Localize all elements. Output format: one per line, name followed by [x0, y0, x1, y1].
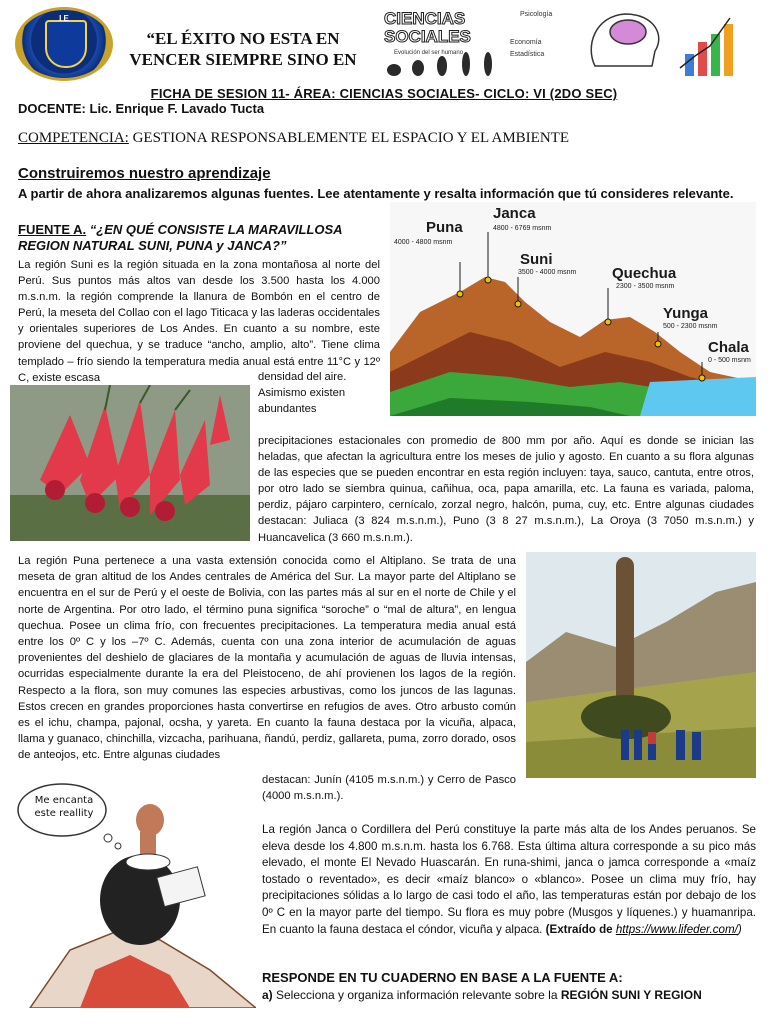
janca-paragraph: [262, 822, 756, 938]
session-title: FICHA DE SESION 11- ÁREA: CIENCIAS SOCIALES- CICLO: VI (2DO SEC): [150, 86, 618, 101]
puya-raimondii-photo: [526, 552, 756, 778]
teacher-name: DOCENTE: Lic. Enrique F. Lavado Tucta: [18, 101, 265, 116]
school-crest: [15, 7, 113, 81]
source-close: ): [737, 922, 742, 936]
speech-bubble: Me encanta este reallity: [34, 795, 94, 819]
janca-text: La región Janca o Cordillera del Perú constituye la parte más alta de los Andes peruanos. Se eleva desde los 4.800 m.s.n.m. hasta los 6.768. Esta última altura corresponde a su pico más elevado, el monte El Nevado Huascarán. En runa-shimi, janca o jamca corresponde a «maíz tostado o reventado», es decir «maíz blanco» o «blanco». Posee un clima muy frío, hay precipitaciones sólidas a lo largo de casi todo el año, las temperaturas están por debajo de los 0º C en la mayor parte del tiempo. Su flora es muy pobre (Musgos y líquenes.) y huamanripa. En cuanto la fauna destaca el cóndor, vicuña y alpaca.: [262, 823, 756, 936]
ciencias-sociales-logo: [380, 6, 756, 82]
suni-paragraph: La región Suni es la región situada en la zona montañosa al norte del Perú. Sus puntos más altos van desde los 3.500 hasta los 4.000 m.s.n.m. la región comprende la llanura de Bombón en el centro de Perú, la meseta del Collao con el lago Titicaca y las laderas occidentales y orientales superiores de Los Andes. En cuanto a su nombre, este proviene del quechua, y se traduce “ancho, amplio, alto”. Tiene clima templado – frío siendo la temperatura media anual está entre 11°C y 12º C, existe escasa: [18, 259, 380, 384]
svg-text:3500 - 4000 msnm: 3500 - 4000 msnm: [518, 269, 577, 276]
motto: “EL ÉXITO NO ESTA EN VENCER SIEMPRE SINO EN: [129, 29, 357, 69]
puna-paragraph-end: destacan: Junín (4105 m.s.n.m.) y Cerro de Pasco (4000 m.s.n.m.).: [262, 774, 516, 803]
section-heading: Construiremos nuestro aprendizaje: [18, 165, 271, 182]
natural-regions-diagram: [390, 202, 756, 416]
source-link[interactable]: https://www.lifeder.com/: [615, 922, 738, 936]
question-a-bold: REGIÓN SUNI Y REGION: [560, 988, 702, 1002]
svg-text:2300 - 3500 msnm: 2300 - 3500 msnm: [616, 283, 675, 290]
intro-paragraph: A partir de ahora analizaremos algunas fuentes. Lee atentamente y resalta información que tú consideres relevante.: [18, 186, 734, 201]
source-question-text: “¿EN QUÉ CONSISTE LA MARAVILLOSA REGION NATURAL SUNI, PUNA y JANCA?”: [18, 222, 343, 253]
svg-text:Estadística: Estadística: [510, 51, 545, 58]
competency-label: COMPETENCIA:: [18, 130, 129, 146]
svg-text:4000 - 4800 msnm: 4000 - 4800 msnm: [394, 239, 453, 246]
label-puna: Puna: [426, 219, 463, 236]
label-yunga: Yunga: [663, 305, 709, 322]
svg-text:0 - 500 msnm: 0 - 500 msnm: [708, 357, 751, 364]
label-janca: Janca: [493, 205, 536, 222]
competency: [18, 130, 569, 147]
crest-text: I E: [59, 14, 69, 23]
question-a-text: Selecciona y organiza información relevante sobre la: [272, 988, 561, 1002]
suni-paragraph-end: precipitaciones estacionales con promedio de 800 mm por año. Aquí es donde se inician las heladas, que afectan la agricultura entre los meses de julio y agosto. En cuanto a su flora algunas de las especies que se pueden encontrar en esta región incluyen: taya, sauco, cantuta, entre otros, por otro lado se siembra quinua, cañihua, oca, papa amarilla, etc. La fauna es variada, paloma, perdiz, pájaro carpintero, cernícalo, zorzal negro, halcón, puma, cuy, etc. Entre algunas ciudades destacan: Juliaca (3 824 m.s.n.m.), Puno (3 8 27 m.s.n.m.), La Oroya (3 7050 m.s.n.m.) y Huancavelica (3 660 m.s.n.m.).: [258, 435, 754, 544]
puna-paragraph: La región Puna pertenece a una vasta extensión conocida como el Altiplano. Se trata de una meseta de gran altitud de los Andes centrales de América del Sur. La mayor parte del Altiplano se encuentra en el sur de Perú y el oeste de Bolivia, con las partes más al sur en el norte de Chile y el norte de Argentina. Por otro lado, el término puna significa “soroche” o “mal de altura”, en lengua quechua. Posee un clima frío, con frecuentes precipitaciones. La temperatura media anual está entre los 0º C y los –7º C. Además, cuenta con una zona interior de acumulación de aguas provenientes del deshielo de glaciares de la montaña y acumulación de aguas de lluvia intensas, ocurridas especialmente durante la era del Pleistoceno, de ahí provienen los lagos de la región. Respecto a la flora, son muy comunes las especies arbustivas, como los juncos de las lagunas. Estos crecen en grandes proporciones hasta convertirse en refugios de aves. Otro arbusto común es el ichu, champa, pajonal, ocsha, y yareta. En cuanto la fauna destaca por la vicuña, alpaca, llama y guanaco, chinchilla, vizcacha, parihuana, ñandú, perdiz, gallareta, puma, zorro dorado, osos de anteojos, etc. Entre algunas ciudades: [18, 555, 516, 762]
crest-shield-icon: [45, 20, 87, 68]
suni-paragraph-cont: densidad del aire. Asimismo existen abundantes: [258, 371, 347, 416]
svg-text:4800 - 6769 msnm: 4800 - 6769 msnm: [493, 225, 552, 232]
svg-text:500 - 2300 msnm: 500 - 2300 msnm: [663, 323, 718, 330]
source-prefix: (Extraído de: [545, 922, 616, 936]
svg-text:Psicología: Psicología: [520, 11, 553, 18]
questions-title: RESPONDE EN TU CUADERNO EN BASE A LA FUENTE A:: [262, 970, 623, 985]
svg-text:Evolución del ser humano: Evolución del ser humano: [394, 50, 464, 56]
logo-title-1: CIENCIAS: [384, 9, 466, 28]
source-question: [18, 222, 388, 254]
cantuta-flower-photo: [10, 385, 250, 541]
condor-cartoon: [10, 780, 256, 1008]
svg-text:Economía: Economía: [510, 39, 542, 46]
source-label: FUENTE A.: [18, 222, 87, 237]
question-a: [262, 988, 702, 1002]
competency-text: GESTIONA RESPONSABLEMENTE EL ESPACIO Y EL AMBIENTE: [128, 130, 569, 146]
label-chala: Chala: [708, 339, 749, 356]
label-suni: Suni: [520, 251, 553, 268]
logo-title-2: SOCIALES: [384, 27, 471, 46]
label-quechua: Quechua: [612, 265, 677, 282]
question-a-label: a): [262, 988, 273, 1002]
